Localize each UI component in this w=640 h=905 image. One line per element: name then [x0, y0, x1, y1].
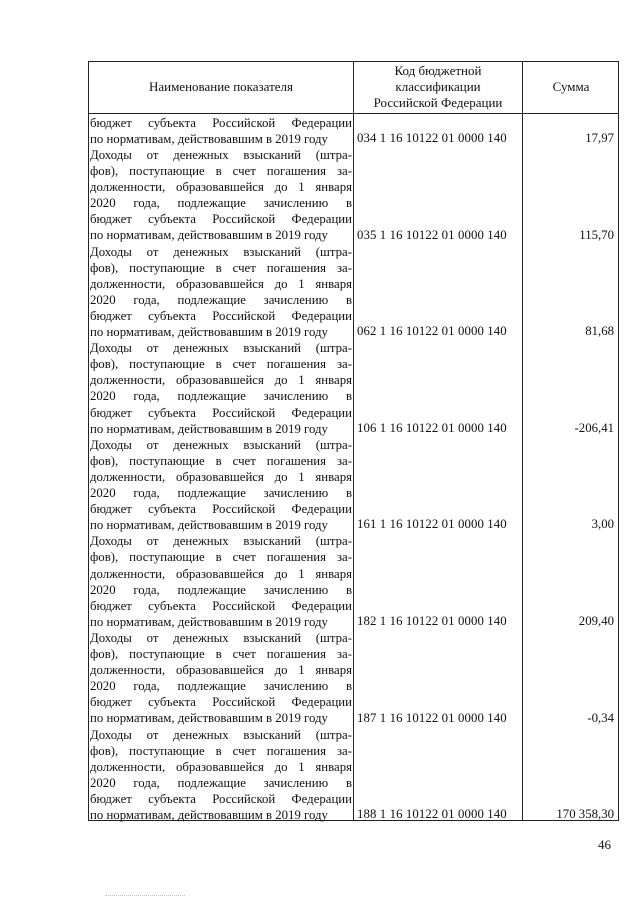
desc-line: по нормативам, действовавшим в 2019 году — [90, 711, 328, 726]
row-sum: 170 358,30 — [556, 807, 614, 822]
desc-line: 2020 года, подлежащие зачислению в — [90, 196, 352, 211]
desc-line: по нормативам, действовавшим в 2019 году — [90, 325, 328, 340]
row-desc — [90, 727, 352, 824]
desc-line: фов), поступающие в счет погашения за- — [90, 647, 352, 662]
header-code — [355, 63, 521, 111]
row-sum: 17,97 — [585, 131, 614, 145]
desc-line: Доходы от денежных взысканий (штра- — [90, 341, 352, 356]
desc-line: бюджет субъекта Российской Федерации — [90, 116, 352, 130]
row-code: 182 1 16 10122 01 0000 140 — [357, 613, 507, 628]
row-code: 161 1 16 10122 01 0000 140 — [357, 517, 507, 532]
desc-line: долженности, образовавшейся до 1 января — [90, 663, 352, 678]
row-desc — [90, 147, 352, 244]
desc-line: бюджет субъекта Российской Федерации — [90, 598, 352, 613]
desc-line: фов), поступающие в счет погашения за- — [90, 164, 352, 179]
desc-line: фов), поступающие в счет погашения за- — [90, 260, 352, 275]
desc-line: Доходы от денежных взысканий (штра- — [90, 631, 352, 645]
desc-line: долженности, образовавшейся до 1 января — [90, 180, 352, 195]
row-code: 062 1 16 10122 01 0000 140 — [357, 324, 507, 339]
row-code: 187 1 16 10122 01 0000 140 — [357, 710, 507, 725]
desc-line: 2020 года, подлежащие зачислению в — [90, 775, 352, 790]
desc-line: бюджет субъекта Российской Федерации — [90, 405, 352, 420]
header-divider — [88, 113, 619, 114]
header-code-line-1: Код бюджетной — [394, 63, 482, 78]
desc-line: по нормативам, действовавшим в 2019 году — [90, 228, 328, 243]
scan-artifact — [105, 895, 185, 898]
row-sum: 81,68 — [585, 324, 614, 339]
desc-line: долженности, образовавшейся до 1 января — [90, 566, 352, 581]
desc-line: фов), поступающие в счет погашения за- — [90, 357, 352, 372]
row-desc — [90, 630, 352, 727]
row-code: 034 1 16 10122 01 0000 140 — [357, 131, 507, 145]
desc-line: 2020 года, подлежащие зачислению в — [90, 582, 352, 597]
desc-line: Доходы от денежных взысканий (штра- — [90, 148, 352, 162]
column-divider-code-sum — [522, 61, 523, 821]
desc-line: долженности, образовавшейся до 1 января — [90, 469, 352, 484]
desc-line: долженности, образовавшейся до 1 января — [90, 373, 352, 388]
desc-line: фов), поступающие в счет погашения за- — [90, 550, 352, 565]
desc-line: долженности, образовавшейся до 1 января — [90, 276, 352, 291]
desc-line: по нормативам, действовавшим в 2019 году — [90, 132, 328, 147]
page-number: 46 — [598, 837, 611, 852]
row-sum: 115,70 — [579, 227, 614, 242]
row-sum: 3,00 — [591, 517, 614, 532]
desc-line: фов), поступающие в счет погашения за- — [90, 453, 352, 468]
row-desc — [90, 340, 352, 437]
row-sum: -206,41 — [574, 420, 614, 435]
header-code-line-3: Российской Федерации — [373, 95, 503, 111]
desc-line: бюджет субъекта Российской Федерации — [90, 502, 352, 517]
row-desc — [90, 244, 352, 341]
header-sum: Сумма — [552, 79, 590, 94]
header-code-line-2: классификации — [395, 79, 481, 95]
desc-line: 2020 года, подлежащие зачислению в — [90, 292, 352, 307]
desc-line: бюджет субъекта Российской Федерации — [90, 212, 352, 227]
desc-line: 2020 года, подлежащие зачислению в — [90, 389, 352, 404]
row-desc — [90, 437, 352, 534]
desc-line: долженности, образовавшейся до 1 января — [90, 759, 352, 774]
row-desc — [90, 533, 352, 630]
desc-line: бюджет субъекта Российской Федерации — [90, 791, 352, 806]
column-divider-name-code — [353, 61, 354, 821]
desc-line: Доходы от денежных взысканий (штра- — [90, 437, 352, 452]
row-code: 035 1 16 10122 01 0000 140 — [357, 227, 507, 242]
header-name: Наименование показателя — [148, 79, 294, 94]
desc-line: бюджет субъекта Российской Федерации — [90, 695, 352, 710]
desc-line: Доходы от денежных взысканий (штра- — [90, 244, 352, 259]
desc-line: по нормативам, действовавшим в 2019 году — [90, 518, 328, 533]
desc-line: Доходы от денежных взысканий (штра- — [90, 534, 352, 549]
desc-line: бюджет субъекта Российской Федерации — [90, 308, 352, 323]
row-lead-desc — [90, 115, 352, 147]
desc-line: 2020 года, подлежащие зачислению в — [90, 679, 352, 694]
row-code: 188 1 16 10122 01 0000 140 — [357, 807, 507, 822]
desc-line: фов), поступающие в счет погашения за- — [90, 743, 352, 758]
row-sum: 209,40 — [578, 613, 614, 628]
desc-line: по нормативам, действовавшим в 2019 году — [90, 808, 328, 823]
row-code: 106 1 16 10122 01 0000 140 — [357, 420, 507, 435]
desc-line: 2020 года, подлежащие зачислению в — [90, 486, 352, 501]
desc-line: по нормативам, действовавшим в 2019 году — [90, 421, 328, 436]
desc-line: Доходы от денежных взысканий (штра- — [90, 727, 352, 742]
desc-line: по нормативам, действовавшим в 2019 году — [90, 614, 328, 629]
row-sum: -0,34 — [587, 710, 614, 725]
